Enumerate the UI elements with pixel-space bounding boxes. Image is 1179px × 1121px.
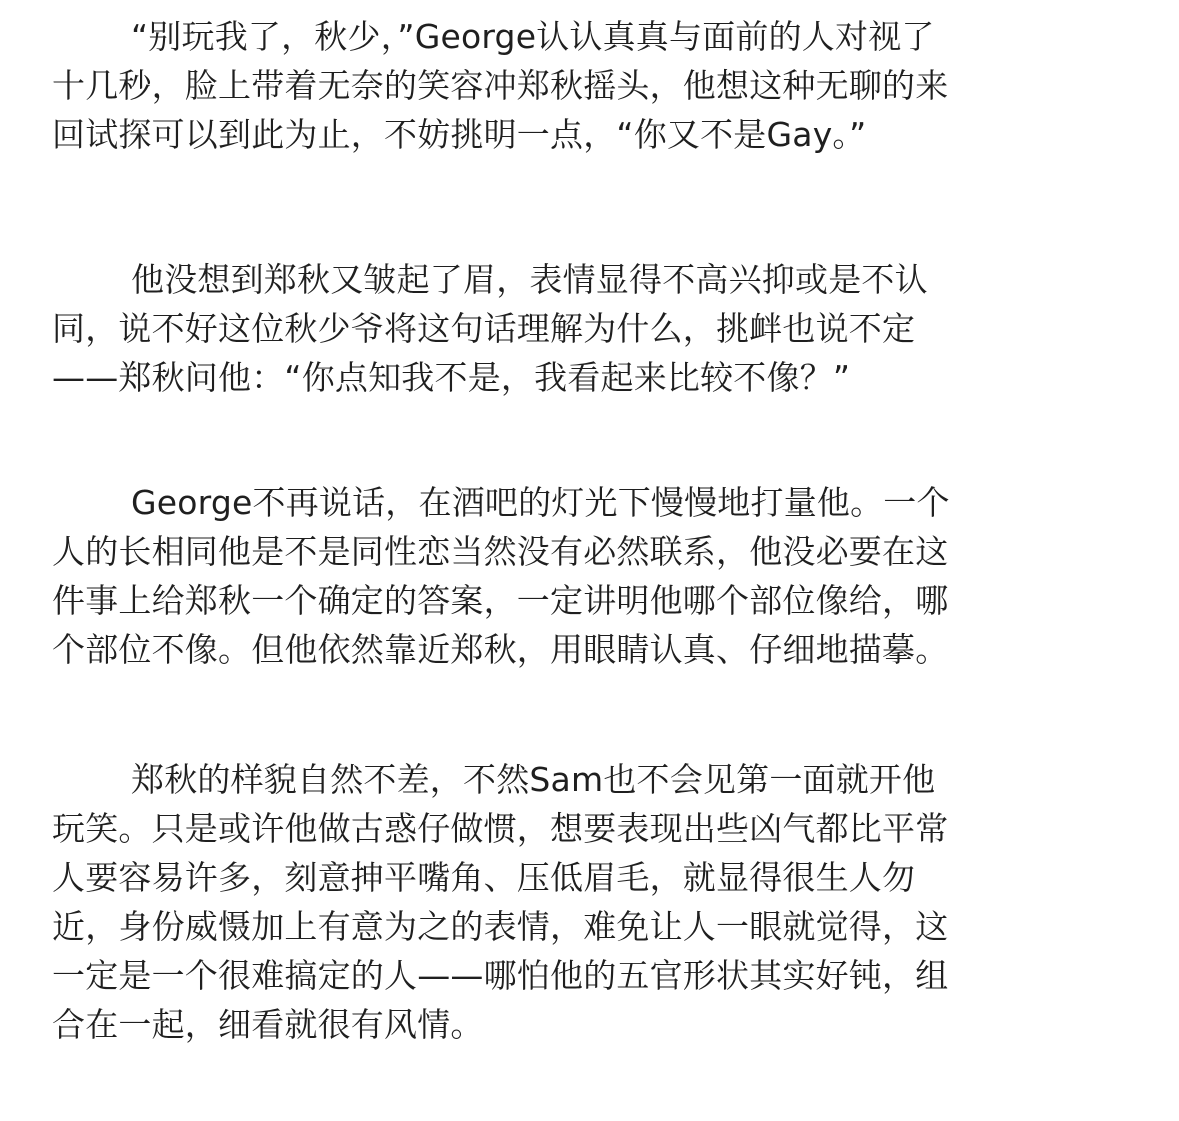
text-line: 个部位不像。但他依然靠近郑秋，用眼睛认真、仔细地描摹。	[52, 630, 949, 669]
text-line: ——郑秋问他：“你点知我不是，我看起来比较不像？”	[52, 358, 851, 397]
text-line: 件事上给郑秋一个确定的答案，一定讲明他哪个部位像给，哪	[52, 581, 949, 620]
text-line: “别玩我了，秋少，”George认认真真与面前的人对视了	[131, 17, 935, 56]
text-line: 郑秋的样貌自然不差，不然Sam也不会见第一面就开他	[131, 760, 936, 799]
text-line: 人要容易许多，刻意抻平嘴角、压低眉毛，就显得很生人勿	[52, 858, 916, 897]
paragraph-3	[52, 478, 1132, 674]
text-line: 十几秒，脸上带着无奈的笑容冲郑秋摇头，他想这种无聊的来	[52, 66, 949, 105]
text-line: 玩笑。只是或许他做古惑仔做惯，想要表现出些凶气都比平常	[52, 809, 949, 848]
text-line: 合在一起，细看就很有风情。	[52, 1005, 484, 1044]
text-line: 近，身份威慑加上有意为之的表情，难免让人一眼就觉得，这	[52, 907, 949, 946]
text-line: 人的长相同他是不是同性恋当然没有必然联系，他没必要在这	[52, 532, 949, 571]
text-line: 同，说不好这位秋少爷将这句话理解为什么，挑衅也说不定	[52, 309, 916, 348]
text-line: George不再说话，在酒吧的灯光下慢慢地打量他。一个	[131, 483, 950, 522]
paragraph-4	[52, 755, 1132, 1049]
paragraph-1	[52, 12, 1132, 159]
text-line: 他没想到郑秋又皱起了眉，表情显得不高兴抑或是不认	[131, 260, 928, 299]
text-line: 一定是一个很难搞定的人——哪怕他的五官形状其实好钝，组	[52, 956, 949, 995]
text-line: 回试探可以到此为止，不妨挑明一点，“你又不是Gay。”	[52, 115, 867, 154]
paragraph-2	[52, 255, 1132, 402]
